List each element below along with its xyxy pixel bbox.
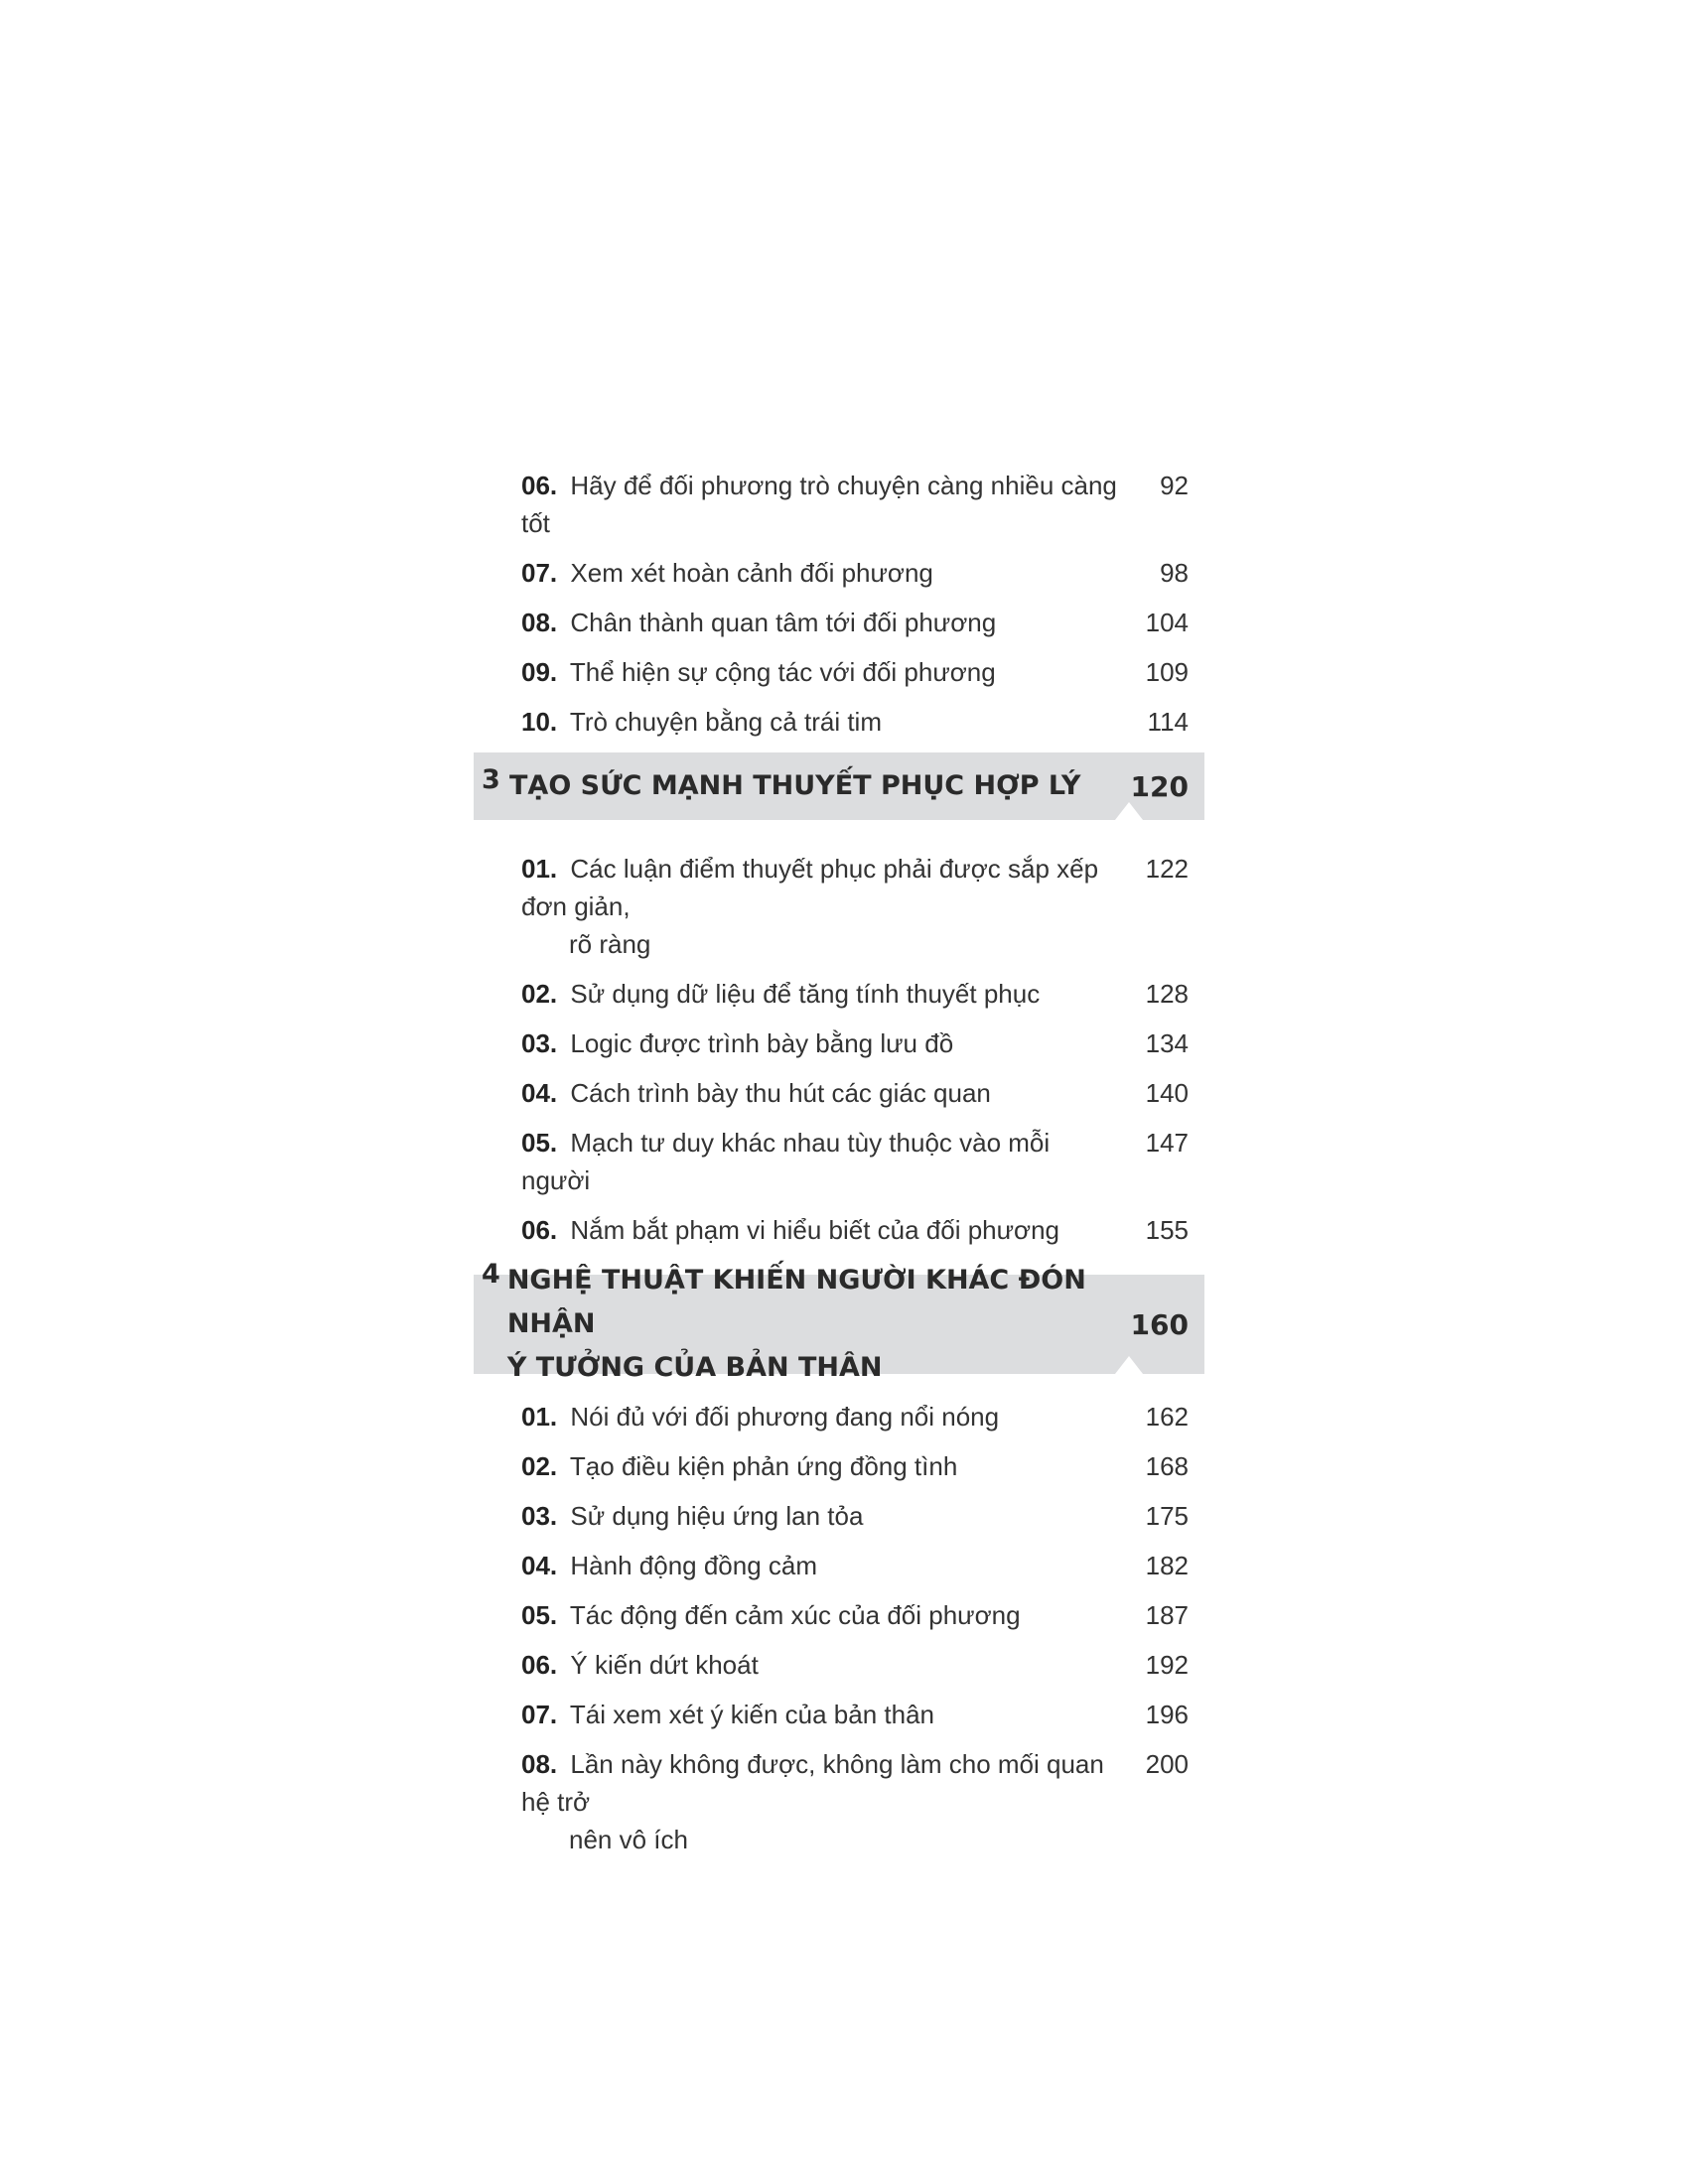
- chapter-page: 120: [1130, 769, 1189, 803]
- toc-entry: [474, 1745, 1204, 1858]
- entry-page: 162: [1145, 1402, 1189, 1432]
- entry-title: Tác động đến cảm xúc của đối phương: [569, 1600, 1021, 1630]
- entry-title: Logic được trình bày bằng lưu đồ: [570, 1028, 954, 1058]
- entry-title: Sử dụng dữ liệu để tăng tính thuyết phục: [570, 979, 1041, 1009]
- table-of-contents: [474, 467, 1204, 1870]
- chapter-title-line-2: Ý TƯỞNG CỦA BẢN THÂN: [506, 1352, 883, 1383]
- entry-page: 182: [1145, 1551, 1189, 1580]
- entry-page: 104: [1145, 608, 1189, 637]
- entry-title: Nói đủ với đối phương đang nổi nóng: [570, 1402, 1000, 1432]
- entry-page: 196: [1145, 1700, 1189, 1729]
- entry-number: 06.: [521, 1650, 558, 1680]
- entry-title: Xem xét hoàn cảnh đối phương: [570, 558, 933, 588]
- entry-page: 92: [1160, 471, 1189, 500]
- toc-entry: [474, 1596, 1204, 1634]
- toc-entry: [474, 653, 1204, 691]
- entry-number: 03.: [521, 1028, 558, 1058]
- toc-entry: [474, 604, 1204, 641]
- toc-entry: [474, 1447, 1204, 1485]
- entry-number: 08.: [521, 1749, 558, 1779]
- entry-page: 128: [1145, 979, 1189, 1009]
- chapter-number: 4: [482, 1259, 500, 1290]
- entry-title: Các luận điểm thuyết phục phải được sắp xếp đơn giản,: [521, 854, 1099, 921]
- entry-title: Thể hiện sự cộng tác với đối phương: [569, 657, 996, 687]
- entry-title-continued: rõ ràng: [569, 929, 651, 959]
- chapter-page: 160: [1130, 1307, 1189, 1341]
- tab-notch: [1115, 1356, 1143, 1374]
- chapter-heading-4: [474, 1259, 1204, 1383]
- entry-number: 07.: [521, 1700, 558, 1729]
- entry-number: 05.: [521, 1128, 558, 1158]
- entry-title: Tạo điều kiện phản ứng đồng tình: [569, 1451, 958, 1481]
- entry-title: Nắm bắt phạm vi hiểu biết của đối phương: [570, 1215, 1060, 1245]
- entry-page: 98: [1160, 558, 1189, 588]
- entry-page: 147: [1145, 1128, 1189, 1158]
- toc-entry: [474, 1024, 1204, 1062]
- entry-number: 02.: [521, 979, 558, 1009]
- entry-page: 192: [1145, 1650, 1189, 1680]
- entry-number: 07.: [521, 558, 558, 588]
- entry-page: 134: [1145, 1028, 1189, 1058]
- chapter-number: 3: [482, 764, 500, 795]
- entry-title: Ý kiến dứt khoát: [570, 1650, 759, 1680]
- entry-title: Lần này không được, không làm cho mối quan hệ trở: [521, 1749, 1104, 1817]
- chapter-title: TẠO SỨC MẠNH THUYẾT PHỤC HỢP LÝ: [509, 770, 1081, 801]
- entry-page: 175: [1145, 1501, 1189, 1531]
- chapter-3-entries: [474, 850, 1204, 1249]
- section-2-entries: [474, 467, 1204, 741]
- entry-title: Chân thành quan tâm tới đối phương: [570, 608, 997, 637]
- toc-entry: [474, 1398, 1204, 1435]
- entry-title: Sử dụng hiệu ứng lan tỏa: [570, 1501, 864, 1531]
- entry-page: 187: [1145, 1600, 1189, 1630]
- entry-title: Trò chuyện bằng cả trái tim: [569, 707, 882, 737]
- entry-page: 200: [1145, 1749, 1189, 1779]
- chapter-title: NGHỆ THUẬT KHIẾN NGƯỜI KHÁC ĐÓN NHẬN: [506, 1265, 1086, 1339]
- chapter-heading-3: [474, 752, 1204, 820]
- entry-number: 10.: [521, 707, 558, 737]
- toc-entry: [474, 975, 1204, 1013]
- entry-number: 01.: [521, 1402, 558, 1432]
- entry-page: 168: [1145, 1451, 1189, 1481]
- entry-title: Tái xem xét ý kiến của bản thân: [569, 1700, 935, 1729]
- toc-entry: [474, 1124, 1204, 1199]
- entry-number: 04.: [521, 1551, 558, 1580]
- entry-number: 01.: [521, 854, 558, 884]
- entry-page: 155: [1145, 1215, 1189, 1245]
- toc-entry: [474, 703, 1204, 741]
- toc-entry: [474, 850, 1204, 963]
- toc-entry: [474, 1646, 1204, 1684]
- entry-number: 09.: [521, 657, 558, 687]
- entry-page: 109: [1145, 657, 1189, 687]
- entry-number: 05.: [521, 1600, 558, 1630]
- chapter-4-entries: [474, 1398, 1204, 1858]
- toc-entry: [474, 1696, 1204, 1733]
- entry-number: 08.: [521, 608, 558, 637]
- toc-entry: [474, 1211, 1204, 1249]
- entry-number: 03.: [521, 1501, 558, 1531]
- entry-title-continued: nên vô ích: [569, 1825, 688, 1854]
- toc-entry: [474, 1074, 1204, 1112]
- entry-number: 06.: [521, 1215, 558, 1245]
- toc-entry: [474, 1547, 1204, 1584]
- entry-page: 140: [1145, 1078, 1189, 1108]
- entry-title: Hành động đồng cảm: [570, 1551, 818, 1580]
- toc-entry: [474, 554, 1204, 592]
- entry-title: Mạch tư duy khác nhau tùy thuộc vào mỗi người: [521, 1128, 1051, 1195]
- entry-page: 122: [1145, 854, 1189, 884]
- entry-title: Hãy để đối phương trò chuyện càng nhiều càng tốt: [521, 471, 1117, 538]
- toc-entry: [474, 1497, 1204, 1535]
- entry-number: 02.: [521, 1451, 558, 1481]
- entry-title: Cách trình bày thu hút các giác quan: [570, 1078, 991, 1108]
- entry-number: 04.: [521, 1078, 558, 1108]
- entry-page: 114: [1147, 707, 1189, 737]
- tab-notch: [1115, 802, 1143, 820]
- entry-number: 06.: [521, 471, 558, 500]
- toc-entry: [474, 467, 1204, 542]
